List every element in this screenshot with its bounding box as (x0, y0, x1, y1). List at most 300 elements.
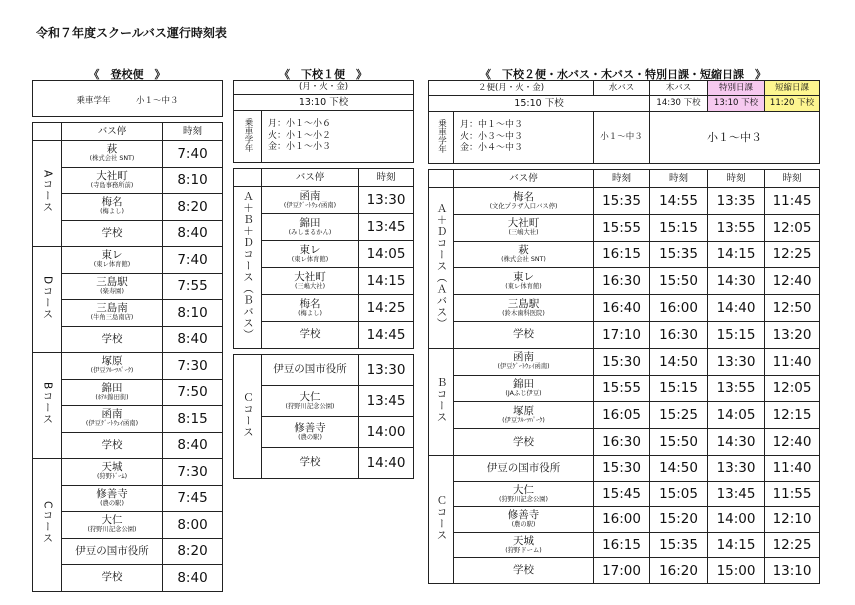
stop-name: 大仁 (513, 483, 534, 496)
page-title: 令和７年度スクールバス運行時刻表 (36, 26, 227, 40)
time-cell: 8:10 (163, 300, 223, 327)
time-cell: 16:40 (594, 295, 650, 322)
stop-detail: (三嶋大社) (508, 229, 539, 237)
time-cell: 16:00 (594, 507, 650, 533)
time-cell: 7:40 (163, 141, 223, 168)
time-cell: 13:10 (765, 558, 820, 584)
stop-name: 学校 (101, 438, 123, 451)
table-row (429, 268, 820, 295)
stop-name: 学校 (101, 571, 123, 584)
stop-detail: (伊豆ｹﾞｰﾄｳｪｲ函南) (283, 201, 337, 209)
course-label (234, 187, 262, 349)
time-cell: 14:40 (708, 295, 765, 322)
stop-detail: (狩野川記念公園) (499, 495, 548, 503)
table-row (429, 532, 820, 558)
stop-detail: (伊豆ﾌﾙｰﾂﾊﾟｰｸ) (90, 367, 134, 375)
table-row (33, 512, 223, 539)
table-row (429, 402, 820, 429)
stop-detail: (狩野川記念公園) (285, 402, 335, 410)
blank-header (33, 123, 62, 141)
time-cell: 14:05 (708, 402, 765, 429)
stop-name: 大社町 (294, 270, 326, 283)
stop-name: 学校 (299, 456, 321, 469)
stop-detail: (伊豆ｹﾞｰﾄｳｪｲ函南) (85, 420, 139, 428)
table-row (429, 481, 820, 507)
bus-stop-cell (454, 375, 594, 402)
time-cell: 11:40 (765, 348, 820, 375)
time-cell: 17:10 (594, 321, 650, 348)
course-name: Ｃコース (242, 391, 254, 438)
bus-stop-cell (62, 220, 163, 247)
stop-name: 東レ (101, 249, 123, 262)
bus-stop-cell (62, 406, 163, 433)
time-cell: 8:20 (163, 538, 223, 565)
days-cell: (月・火・金) (234, 81, 414, 95)
time-cell: 14:15 (708, 532, 765, 558)
time-cell: 14:50 (650, 348, 708, 375)
time-cell: 15:00 (708, 558, 765, 584)
stop-detail: (みしまるかん) (288, 228, 332, 236)
stop-name: 学校 (513, 564, 534, 577)
bus-stop-cell (454, 214, 594, 241)
time-cell: 15:55 (594, 375, 650, 402)
time-cell: 12:05 (765, 214, 820, 241)
table-row (429, 321, 820, 348)
table-row (429, 375, 820, 402)
time-cell: 7:50 (163, 379, 223, 406)
course-name: Ｂコース (435, 376, 448, 423)
table-row (33, 194, 223, 221)
stop-name: 錦田 (513, 378, 534, 391)
section-title-gekou1: 《 下校１便 》 (279, 68, 367, 81)
time-cell: 15:05 (650, 481, 708, 507)
bus-stop-cell (454, 481, 594, 507)
stop-detail: (農の駅) (511, 521, 536, 529)
table-gekou1 (233, 80, 414, 479)
stop-name: 天城 (513, 534, 534, 547)
bus-stop-cell (62, 432, 163, 459)
course-name: Cコース (41, 501, 54, 545)
time-cell: 14:00 (359, 417, 414, 448)
grade-sui: 小１～中３ (594, 112, 650, 164)
stop-detail: (伊豆ﾌﾙｰﾂﾊﾟｰｸ) (502, 416, 545, 424)
table-row (429, 188, 820, 215)
course-label (429, 348, 454, 455)
stop-name: 天城 (101, 461, 123, 474)
table-gekou2 (428, 80, 820, 584)
stop-name: 錦田 (299, 216, 321, 229)
header-time: 時刻 (708, 170, 765, 188)
table-row (429, 96, 820, 112)
time-cell: 8:40 (163, 565, 223, 592)
section-title-tokou: 《 登校便 》 (88, 68, 166, 81)
stop-detail: (狩野川記念公園) (87, 526, 137, 534)
bus-stop-cell (454, 321, 594, 348)
stop-name: 梅名 (101, 196, 123, 209)
stop-detail: (鈴木歯科医院) (502, 309, 545, 317)
time-cell: 15:25 (650, 402, 708, 429)
course-name: Ａ＋Ｄコース（Ａバス） (435, 202, 448, 330)
table-row (429, 455, 820, 481)
header-tokubetsu: 特別日課 (708, 81, 765, 96)
depart-tokubetsu: 13:10 下校 (708, 96, 765, 112)
bus-stop-cell (62, 194, 163, 221)
stop-name: 東レ (299, 243, 321, 256)
bus-stop-cell (62, 167, 163, 194)
table-row (234, 111, 414, 163)
table-row (429, 241, 820, 268)
bus-stop-cell (454, 295, 594, 322)
time-cell: 13:45 (359, 214, 414, 241)
time-cell: 14:45 (359, 322, 414, 349)
bus-stop-cell (454, 507, 594, 533)
bus-stop-cell (454, 558, 594, 584)
time-cell: 12:25 (765, 241, 820, 268)
time-cell: 7:55 (163, 273, 223, 300)
bus-stop-cell (454, 532, 594, 558)
table-row (33, 459, 223, 486)
time-cell: 12:05 (765, 375, 820, 402)
time-cell: 15:55 (594, 214, 650, 241)
header-stop: バス停 (62, 123, 163, 141)
table-row (33, 81, 223, 117)
grade-value: 小１～中３ (135, 96, 179, 107)
stop-detail: (文化プラザ入口バス停) (489, 202, 558, 210)
time-cell: 13:30 (359, 355, 414, 386)
time-cell: 16:30 (650, 321, 708, 348)
time-cell: 13:30 (708, 348, 765, 375)
time-cell: 15:15 (708, 321, 765, 348)
stop-detail: (東レ体育館) (93, 261, 131, 269)
grade-lines: 月：中１～中３ 火：小３～中３ 金：小４～中３ (454, 112, 594, 164)
time-cell: 8:40 (163, 326, 223, 353)
course-name: Ａ＋Ｂ＋Ｄコース（Ｂバス） (242, 190, 254, 341)
stop-name: 修善寺 (507, 509, 540, 522)
table-row (429, 295, 820, 322)
time-cell: 15:30 (594, 455, 650, 481)
grade-label-cell (429, 112, 454, 164)
bus-stop-cell (262, 241, 359, 268)
stop-name: 三島駅 (96, 275, 128, 288)
time-cell: 14:30 (708, 268, 765, 295)
bus-stop-cell (454, 348, 594, 375)
time-cell: 8:40 (163, 432, 223, 459)
stop-detail: (梅よし) (100, 208, 124, 216)
table-row (429, 507, 820, 533)
time-cell: 13:20 (765, 321, 820, 348)
course-label (429, 455, 454, 583)
bus-stop-cell (62, 565, 163, 592)
table-row (429, 558, 820, 584)
bus-stop-cell (454, 268, 594, 295)
table-row (429, 214, 820, 241)
time-cell: 15:15 (650, 375, 708, 402)
time-cell: 13:45 (359, 386, 414, 417)
stop-name: 梅名 (299, 297, 321, 310)
stop-name: 三島南 (96, 302, 128, 315)
blank-header (234, 169, 262, 187)
course-label (33, 141, 62, 247)
bus-stop-cell (62, 247, 163, 274)
blank-header (429, 170, 454, 188)
table-row (33, 141, 223, 168)
time-cell: 16:20 (650, 558, 708, 584)
grade-label: 乗車学年 (242, 117, 253, 152)
time-cell: 12:50 (765, 295, 820, 322)
table-row (33, 247, 223, 274)
time-cell: 12:25 (765, 532, 820, 558)
bus-stop-cell (454, 429, 594, 456)
time-cell: 11:55 (765, 481, 820, 507)
time-cell: 14:55 (650, 188, 708, 215)
header-time: 時刻 (594, 170, 650, 188)
stop-name: 伊豆の国市役所 (75, 544, 149, 557)
time-cell: 14:05 (359, 241, 414, 268)
table-row (33, 485, 223, 512)
stop-detail: (農の駅) (100, 499, 124, 507)
time-cell: 16:30 (594, 268, 650, 295)
header-time: 時刻 (650, 170, 708, 188)
time-cell: 8:40 (163, 220, 223, 247)
table-row (234, 187, 414, 214)
header-moku: 木バス (650, 81, 708, 96)
time-cell: 7:45 (163, 485, 223, 512)
stop-detail: (梅よし) (298, 309, 322, 317)
time-cell: 15:35 (650, 532, 708, 558)
stop-name: 伊豆の国市役所 (486, 461, 561, 474)
time-cell: 8:10 (163, 167, 223, 194)
table-row (33, 220, 223, 247)
table-row (234, 95, 414, 111)
course-label (33, 459, 62, 592)
stop-detail: (楽寿園) (100, 287, 124, 295)
time-cell: 16:15 (594, 532, 650, 558)
time-cell: 15:20 (650, 507, 708, 533)
time-cell: 14:00 (708, 507, 765, 533)
bus-stop-cell (262, 355, 359, 386)
header-time: 時刻 (359, 169, 414, 187)
table-row (33, 326, 223, 353)
course-label (33, 247, 62, 353)
bus-stop-cell (454, 402, 594, 429)
stop-name: 東レ (513, 270, 534, 283)
table-row (429, 348, 820, 375)
stop-name: 学校 (513, 435, 534, 448)
table-row (429, 81, 820, 96)
bus-stop-cell (62, 141, 163, 168)
bus-stop-cell (62, 326, 163, 353)
depart-2bin: 15:10 下校 (429, 96, 650, 112)
time-cell: 13:55 (708, 214, 765, 241)
time-cell: 14:40 (359, 448, 414, 479)
stop-name: 伊豆の国市役所 (273, 363, 347, 376)
course-label (33, 353, 62, 459)
bus-stop-cell (62, 485, 163, 512)
stop-detail: (伊豆ｹﾞｰﾄｳｪｲ函南) (497, 363, 550, 371)
time-cell: 16:05 (594, 402, 650, 429)
stop-name: 大社町 (507, 217, 540, 230)
time-cell: 7:30 (163, 459, 223, 486)
table-tokou (32, 80, 223, 592)
time-cell: 7:40 (163, 247, 223, 274)
stop-detail: (寺島事務所前) (90, 181, 134, 189)
stop-name: 修善寺 (96, 487, 128, 500)
time-cell: 15:50 (650, 268, 708, 295)
time-cell: 15:35 (650, 241, 708, 268)
time-cell: 16:30 (594, 429, 650, 456)
section-title-gekou2: 《 下校２便・水バス・木バス・特別日課・短縮日課 》 (480, 68, 766, 81)
time-cell: 8:20 (163, 194, 223, 221)
stop-detail: (狩野ドーム) (505, 546, 542, 554)
time-cell: 7:30 (163, 353, 223, 380)
table-row (33, 300, 223, 327)
bus-stop-cell (454, 455, 594, 481)
stop-detail: (牛角三島南店) (90, 314, 134, 322)
stop-name: 修善寺 (294, 421, 326, 434)
stop-detail: (JAふじ伊豆) (505, 390, 542, 398)
time-cell: 14:30 (708, 429, 765, 456)
table-row (234, 169, 414, 187)
grade-cell (33, 81, 223, 117)
stop-name: 学校 (101, 226, 123, 239)
grade-label: 乗車学年 (436, 118, 447, 153)
stop-name: 錦田 (101, 381, 123, 394)
stop-name: 塚原 (101, 355, 123, 368)
header-time: 時刻 (163, 123, 223, 141)
time-cell: 14:50 (650, 455, 708, 481)
stop-detail: (狩野ﾄﾞｰﾑ) (96, 473, 128, 481)
time-cell: 12:40 (765, 429, 820, 456)
bus-stop-cell (62, 538, 163, 565)
stop-name: 函南 (299, 189, 321, 202)
bus-stop-cell (62, 512, 163, 539)
time-cell: 15:15 (650, 214, 708, 241)
time-cell: 17:00 (594, 558, 650, 584)
time-cell: 13:30 (708, 455, 765, 481)
header-stop: バス停 (454, 170, 594, 188)
time-cell: 12:40 (765, 268, 820, 295)
course-name: Dコース (41, 275, 54, 320)
bus-stop-cell (262, 448, 359, 479)
depart-moku: 14:30 下校 (650, 96, 708, 112)
header-time: 時刻 (765, 170, 820, 188)
stop-detail: (株式会社 SNT) (501, 256, 546, 264)
time-cell: 13:30 (359, 187, 414, 214)
bus-stop-cell (62, 273, 163, 300)
stop-name: 学校 (299, 328, 321, 341)
time-cell: 11:45 (765, 188, 820, 215)
time-cell: 13:55 (708, 375, 765, 402)
bus-stop-cell (454, 188, 594, 215)
bus-stop-cell (62, 459, 163, 486)
stop-detail: (農の駅) (298, 433, 322, 441)
table-row (33, 565, 223, 592)
table-row (234, 81, 414, 95)
table-row (33, 273, 223, 300)
stop-detail: (株式会社 SNT) (89, 155, 135, 163)
stop-detail: (東レ体育館) (291, 255, 329, 263)
table-row (33, 432, 223, 459)
stop-detail: (三嶋大社) (294, 282, 326, 290)
table-row (429, 429, 820, 456)
stop-name: 学校 (513, 328, 534, 341)
stop-name: 梅名 (513, 190, 534, 203)
course-label (234, 355, 262, 479)
bus-stop-cell (262, 214, 359, 241)
header-tanshuku: 短縮日課 (765, 81, 820, 96)
grade-label-cell (234, 111, 262, 163)
stop-name: 塚原 (513, 404, 534, 417)
time-cell: 13:35 (708, 188, 765, 215)
header-2bin: ２便(月・火・金) (429, 81, 594, 96)
time-cell: 16:15 (594, 241, 650, 268)
table-row (33, 379, 223, 406)
time-cell: 8:00 (163, 512, 223, 539)
bus-stop-cell (262, 417, 359, 448)
stop-name: 萩 (106, 143, 118, 156)
time-cell: 16:00 (650, 295, 708, 322)
time-cell: 14:15 (359, 268, 414, 295)
table-row (33, 123, 223, 141)
grade-rest: 小１～中３ (650, 112, 820, 164)
table-row (429, 112, 820, 164)
bus-stop-cell (62, 300, 163, 327)
time-cell: 12:10 (765, 507, 820, 533)
course-label (429, 188, 454, 349)
course-name: Bコース (41, 382, 54, 425)
table-row (33, 167, 223, 194)
course-name: Aコース (41, 170, 54, 213)
course-name: Ｃコース (435, 494, 448, 541)
stop-name: 学校 (101, 332, 123, 345)
bus-stop-cell (454, 241, 594, 268)
grade-label: 乗車学年 (76, 96, 111, 107)
time-cell: 11:40 (765, 455, 820, 481)
table-row (33, 353, 223, 380)
stop-name: 大仁 (299, 390, 321, 403)
stop-name: 萩 (518, 244, 529, 257)
stop-detail: (ﾎﾃﾙ錦田街) (95, 393, 129, 401)
time-cell: 13:45 (708, 481, 765, 507)
table-row (33, 538, 223, 565)
depart-tanshuku: 11:20 下校 (765, 96, 820, 112)
header-stop: バス停 (262, 169, 359, 187)
table-row (429, 170, 820, 188)
stop-name: 大仁 (101, 514, 123, 527)
time-cell: 15:50 (650, 429, 708, 456)
depart-cell: 13:10 下校 (234, 95, 414, 111)
table-row (33, 406, 223, 433)
bus-stop-cell (262, 187, 359, 214)
time-cell: 14:25 (359, 295, 414, 322)
time-cell: 14:15 (708, 241, 765, 268)
grade-lines: 月：小１～小６ 火：小１～小２ 金：小１～小３ (262, 111, 414, 163)
bus-stop-cell (262, 386, 359, 417)
bus-stop-cell (62, 379, 163, 406)
time-cell: 15:35 (594, 188, 650, 215)
bus-stop-cell (262, 295, 359, 322)
time-cell: 12:15 (765, 402, 820, 429)
stop-name: 函南 (513, 351, 534, 364)
stop-name: 三島駅 (507, 297, 540, 310)
stop-name: 大社町 (96, 169, 128, 182)
stop-detail: (東レ体育館) (505, 282, 542, 290)
bus-stop-cell (62, 353, 163, 380)
table-row (234, 355, 414, 386)
header-sui: 水バス (594, 81, 650, 96)
time-cell: 15:45 (594, 481, 650, 507)
bus-stop-cell (262, 322, 359, 349)
